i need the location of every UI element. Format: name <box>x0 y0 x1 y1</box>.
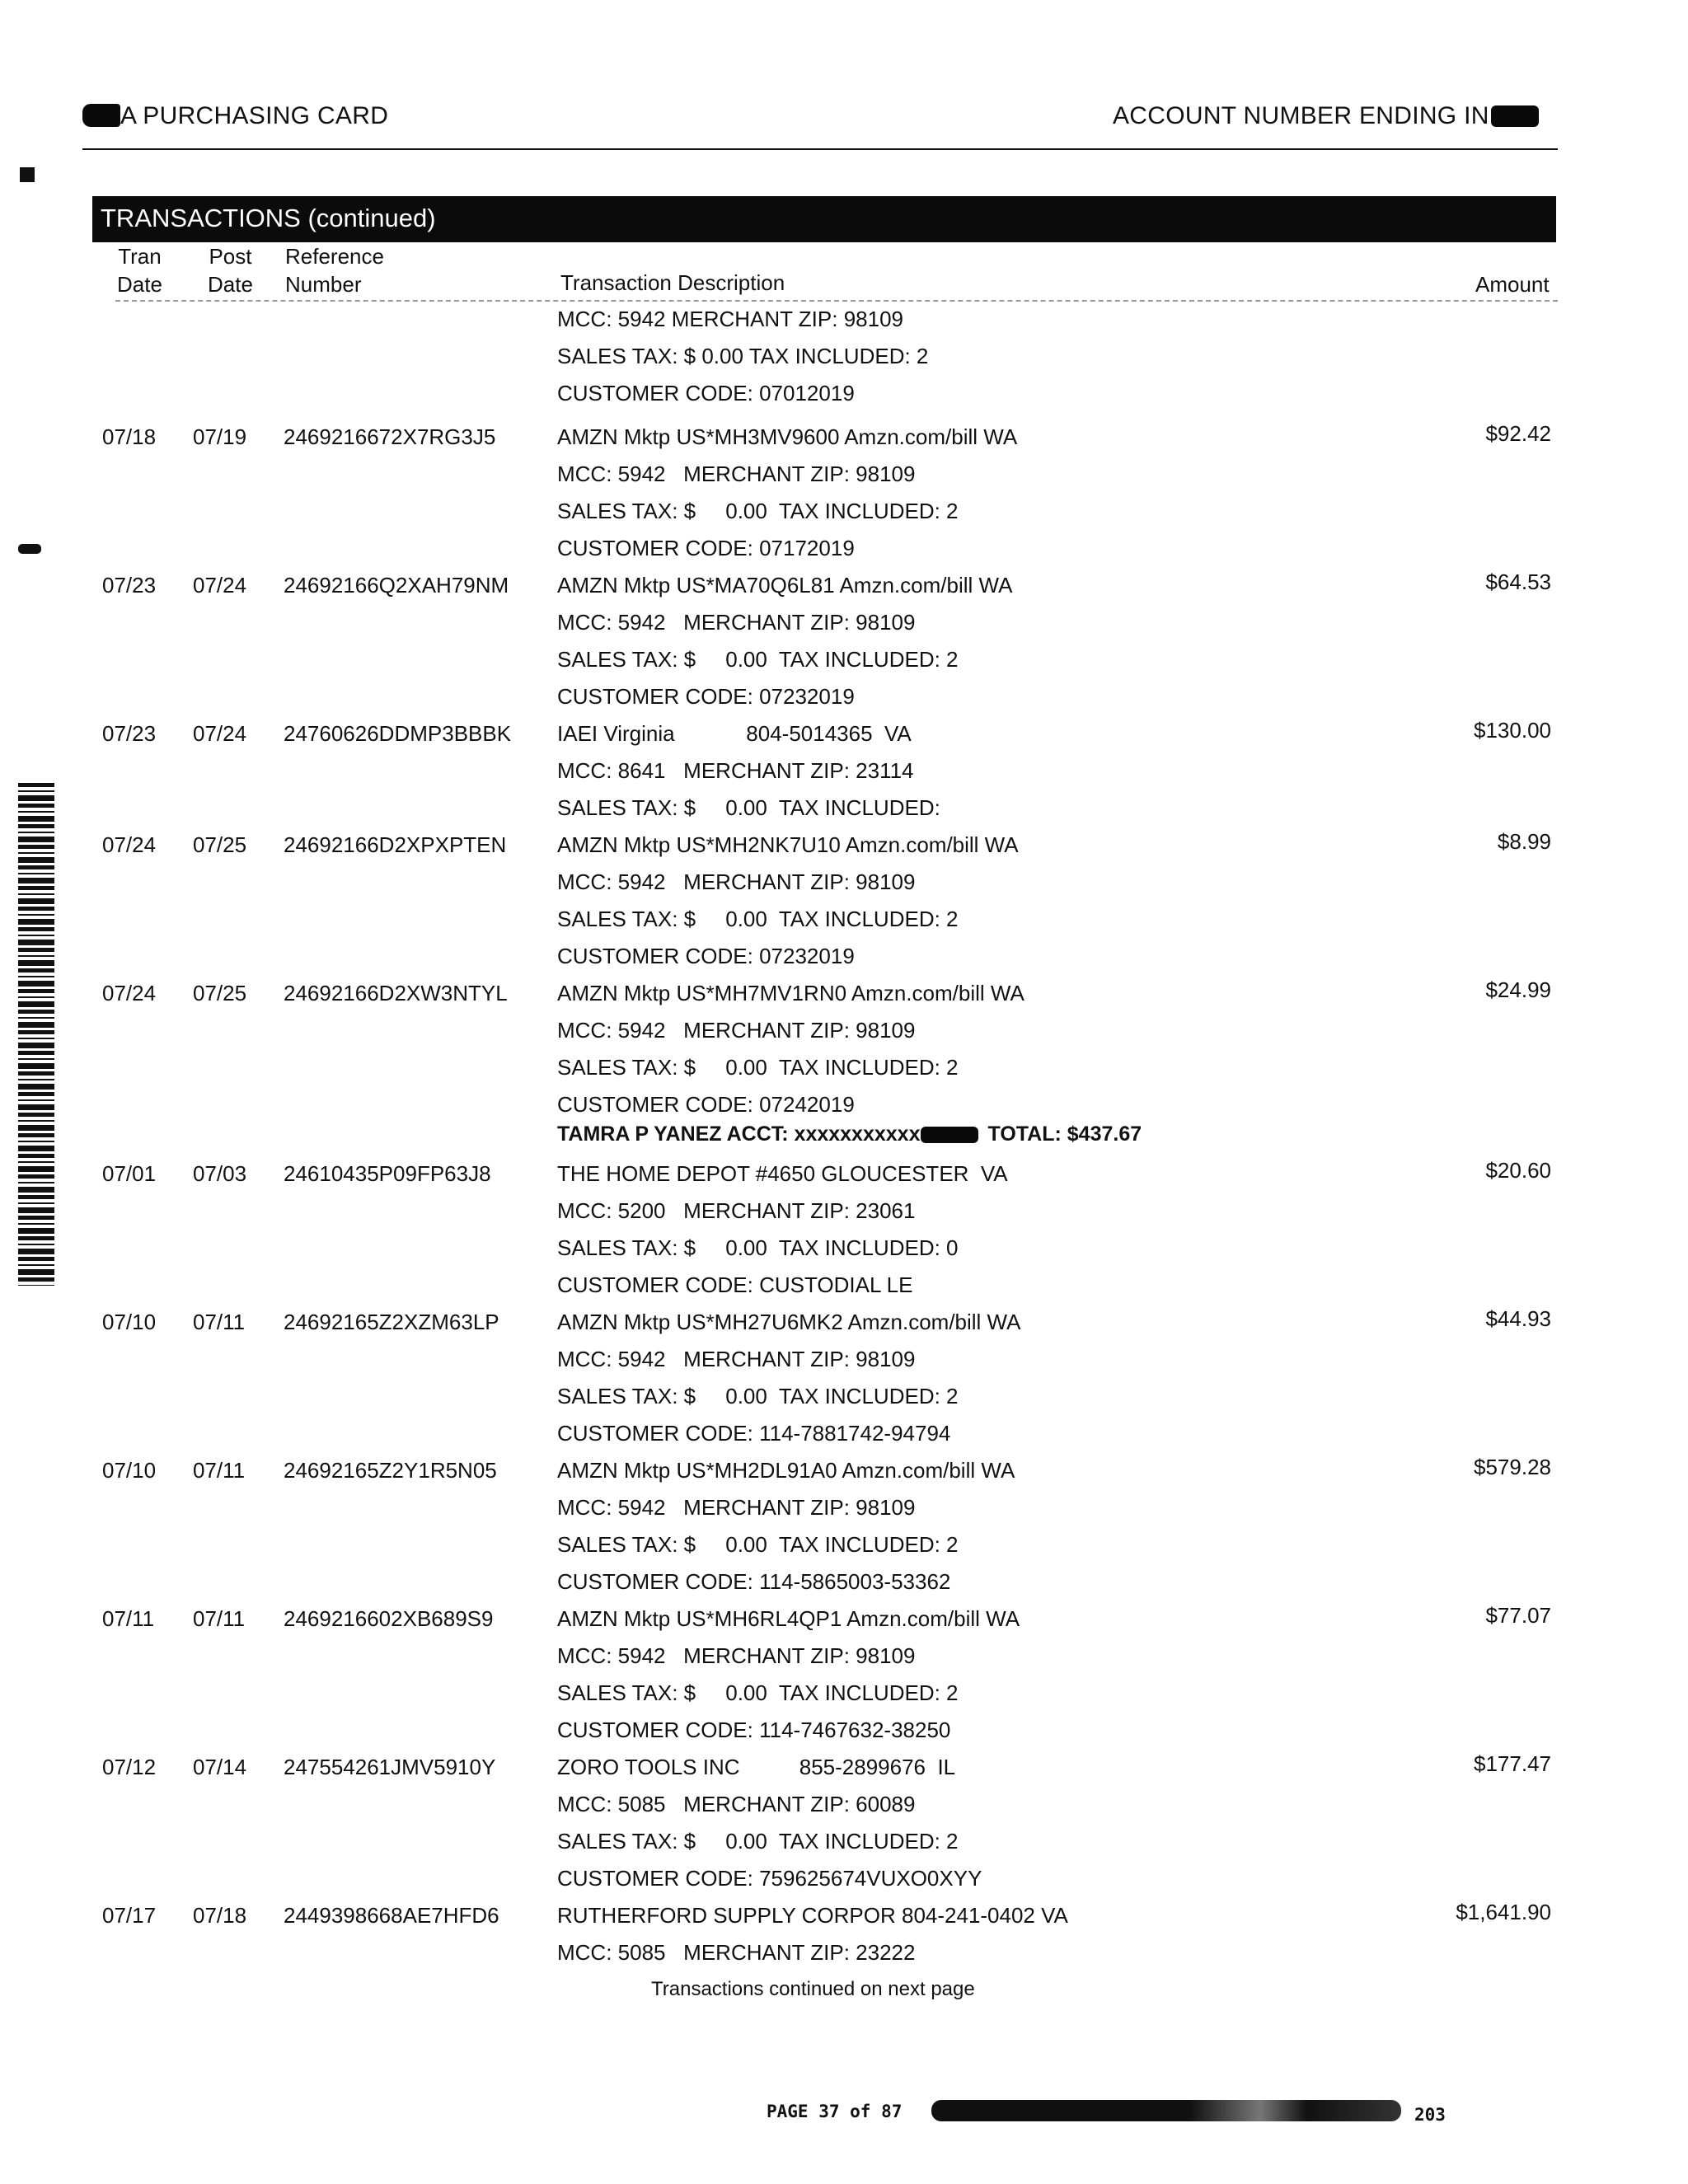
post-date: 07/11 <box>193 1458 246 1483</box>
tran-date: 07/23 <box>102 721 157 746</box>
transaction-description: AMZN Mktp US*MH3MV9600 Amzn.com/bill WA <box>557 424 1018 449</box>
post-date: 07/24 <box>193 721 247 746</box>
transaction-description: AMZN Mktp US*MH2NK7U10 Amzn.com/bill WA <box>557 832 1019 857</box>
post-date: 07/25 <box>193 981 247 1005</box>
transaction-description: IAEI Virginia 804-5014365 VA <box>557 721 912 746</box>
transaction-amount: $177.47 <box>1474 1751 1551 1776</box>
transaction-detail-line: SALES TAX: $ 0.00 TAX INCLUDED: 2 <box>557 907 959 931</box>
section-title-bar <box>92 196 1556 242</box>
margin-mark <box>20 167 35 182</box>
transaction-detail-line: MCC: 5942 MERCHANT ZIP: 98109 <box>557 1643 916 1668</box>
col-post-date-line2: Date <box>208 272 253 297</box>
carryover-line: CUSTOMER CODE: 07012019 <box>557 381 855 405</box>
transaction-detail-line: CUSTOMER CODE: 759625674VUXO0XYY <box>557 1866 982 1891</box>
transaction-amount: $20.60 <box>1485 1158 1551 1183</box>
header-rule <box>82 148 1558 150</box>
transaction-detail-line: CUSTOMER CODE: 07232019 <box>557 684 855 709</box>
transaction-amount: $77.07 <box>1485 1603 1551 1628</box>
transaction-detail-line: CUSTOMER CODE: CUSTODIAL LE <box>557 1272 913 1297</box>
carryover-line: MCC: 5942 MERCHANT ZIP: 98109 <box>557 307 903 331</box>
post-date: 07/03 <box>193 1161 247 1186</box>
reference-number: 24692166D2XPXPTEN <box>284 832 507 857</box>
card-title: A PURCHASING CARD <box>120 102 389 129</box>
redaction-mark <box>921 1127 978 1143</box>
column-header-rule <box>115 300 1558 302</box>
post-date: 07/18 <box>193 1903 247 1928</box>
card-title-row <box>82 102 388 130</box>
transaction-amount: $64.53 <box>1485 569 1551 594</box>
transaction-amount: $44.93 <box>1485 1306 1551 1331</box>
transaction-description: AMZN Mktp US*MH2DL91A0 Amzn.com/bill WA <box>557 1458 1015 1483</box>
reference-number: 24692166Q2XAH79NM <box>284 573 509 598</box>
transaction-detail-line: SALES TAX: $ 0.00 TAX INCLUDED: 2 <box>557 647 959 672</box>
tran-date: 07/24 <box>102 981 157 1005</box>
tran-date: 07/01 <box>102 1161 157 1186</box>
cardholder-acct: ACCT: xxxxxxxxxxx <box>726 1122 921 1146</box>
transaction-detail-line: MCC: 5942 MERCHANT ZIP: 98109 <box>557 1495 916 1520</box>
post-date: 07/19 <box>193 424 247 449</box>
carryover-line: SALES TAX: $ 0.00 TAX INCLUDED: 2 <box>557 344 929 368</box>
redaction-smear <box>931 2100 1401 2121</box>
account-label-text: ACCOUNT NUMBER ENDING IN <box>1113 102 1489 129</box>
page-number: PAGE 37 of 87 <box>767 2102 903 2121</box>
col-tran-date-line1: Tran <box>118 244 162 269</box>
reference-number: 2469216672X7RG3J5 <box>284 424 496 449</box>
col-tran-date-line2: Date <box>117 272 162 297</box>
reference-number: 24692165Z2Y1R5N05 <box>284 1458 497 1483</box>
tran-date: 07/12 <box>102 1755 157 1779</box>
transaction-amount: $24.99 <box>1485 977 1551 1002</box>
reference-number: 247554261JMV5910Y <box>284 1755 496 1779</box>
transaction-description: RUTHERFORD SUPPLY CORPOR 804-241-0402 VA <box>557 1903 1068 1928</box>
transaction-description: AMZN Mktp US*MA70Q6L81 Amzn.com/bill WA <box>557 573 1013 598</box>
col-tran-date <box>117 242 162 298</box>
col-amount: Amount <box>1475 272 1550 297</box>
transaction-description: AMZN Mktp US*MH6RL4QP1 Amzn.com/bill WA <box>557 1606 1020 1631</box>
transaction-detail-line: CUSTOMER CODE: 07172019 <box>557 536 855 560</box>
col-post-date <box>208 242 253 298</box>
transaction-description: AMZN Mktp US*MH27U6MK2 Amzn.com/bill WA <box>557 1310 1021 1334</box>
col-reference-line1: Reference <box>285 244 384 269</box>
transaction-detail-line: SALES TAX: $ 0.00 TAX INCLUDED: <box>557 795 940 820</box>
transaction-description: AMZN Mktp US*MH7MV1RN0 Amzn.com/bill WA <box>557 981 1025 1005</box>
account-number-label <box>1113 102 1539 130</box>
continued-note: Transactions continued on next page <box>651 1978 975 2000</box>
transaction-detail-line: MCC: 5942 MERCHANT ZIP: 98109 <box>557 869 916 894</box>
transaction-detail-line: CUSTOMER CODE: 07232019 <box>557 944 855 968</box>
redaction-mark <box>82 104 120 127</box>
barcode <box>18 783 54 1286</box>
transaction-detail-line: CUSTOMER CODE: 114-7467632-38250 <box>557 1718 951 1742</box>
post-date: 07/25 <box>193 832 247 857</box>
transaction-detail-line: SALES TAX: $ 0.00 TAX INCLUDED: 2 <box>557 1532 959 1557</box>
trailing-number: 203 <box>1414 2105 1446 2125</box>
transaction-detail-line: CUSTOMER CODE: 07242019 <box>557 1092 855 1117</box>
cardholder-name: TAMRA P YANEZ <box>557 1122 722 1146</box>
transaction-description: THE HOME DEPOT #4650 GLOUCESTER VA <box>557 1161 1008 1186</box>
transaction-detail-line: SALES TAX: $ 0.00 TAX INCLUDED: 2 <box>557 1829 959 1854</box>
col-reference <box>285 242 384 298</box>
section-title: TRANSACTIONS (continued) <box>101 204 436 232</box>
redaction-mark <box>1491 105 1539 127</box>
tran-date: 07/10 <box>102 1458 157 1483</box>
transaction-detail-line: MCC: 5942 MERCHANT ZIP: 98109 <box>557 1018 916 1043</box>
cardholder-subtotal <box>557 1122 1142 1146</box>
transaction-detail-line: MCC: 5942 MERCHANT ZIP: 98109 <box>557 610 916 635</box>
transaction-amount: $8.99 <box>1497 829 1551 854</box>
transaction-detail-line: CUSTOMER CODE: 114-5865003-53362 <box>557 1569 951 1594</box>
col-description: Transaction Description <box>560 270 785 295</box>
transaction-amount: $579.28 <box>1474 1455 1551 1479</box>
transaction-detail-line: MCC: 5085 MERCHANT ZIP: 60089 <box>557 1792 916 1816</box>
transaction-detail-line: MCC: 5200 MERCHANT ZIP: 23061 <box>557 1198 916 1223</box>
transaction-amount: $1,641.90 <box>1456 1900 1551 1924</box>
transaction-description: ZORO TOOLS INC 855-2899676 IL <box>557 1755 956 1779</box>
post-date: 07/24 <box>193 573 247 598</box>
cardholder-total: TOTAL: $437.67 <box>987 1122 1142 1146</box>
reference-number: 24692165Z2XZM63LP <box>284 1310 499 1334</box>
tran-date: 07/18 <box>102 424 157 449</box>
tran-date: 07/10 <box>102 1310 157 1334</box>
margin-mark <box>18 544 41 554</box>
post-date: 07/11 <box>193 1606 246 1631</box>
transaction-detail-line: MCC: 8641 MERCHANT ZIP: 23114 <box>557 758 914 783</box>
transaction-detail-line: SALES TAX: $ 0.00 TAX INCLUDED: 2 <box>557 1384 959 1408</box>
transaction-detail-line: SALES TAX: $ 0.00 TAX INCLUDED: 2 <box>557 1055 959 1080</box>
tran-date: 07/11 <box>102 1606 155 1631</box>
transaction-detail-line: SALES TAX: $ 0.00 TAX INCLUDED: 2 <box>557 499 959 523</box>
transaction-amount: $92.42 <box>1485 421 1551 446</box>
reference-number: 24760626DDMP3BBBK <box>284 721 512 746</box>
tran-date: 07/24 <box>102 832 157 857</box>
transaction-amount: $130.00 <box>1474 718 1551 743</box>
transaction-detail-line: SALES TAX: $ 0.00 TAX INCLUDED: 2 <box>557 1680 959 1705</box>
col-reference-line2: Number <box>285 272 362 297</box>
transaction-detail-line: MCC: 5942 MERCHANT ZIP: 98109 <box>557 1347 916 1371</box>
post-date: 07/11 <box>193 1310 246 1334</box>
reference-number: 2469216602XB689S9 <box>284 1606 494 1631</box>
col-post-date-line1: Post <box>209 244 252 269</box>
tran-date: 07/23 <box>102 573 157 598</box>
transaction-detail-line: MCC: 5085 MERCHANT ZIP: 23222 <box>557 1940 916 1965</box>
tran-date: 07/17 <box>102 1903 157 1928</box>
transaction-detail-line: MCC: 5942 MERCHANT ZIP: 98109 <box>557 462 916 486</box>
reference-number: 2449398668AE7HFD6 <box>284 1903 499 1928</box>
transaction-detail-line: CUSTOMER CODE: 114-7881742-94794 <box>557 1421 951 1446</box>
reference-number: 24692166D2XW3NTYL <box>284 981 508 1005</box>
reference-number: 24610435P09FP63J8 <box>284 1161 491 1186</box>
post-date: 07/14 <box>193 1755 247 1779</box>
transaction-detail-line: SALES TAX: $ 0.00 TAX INCLUDED: 0 <box>557 1235 959 1260</box>
